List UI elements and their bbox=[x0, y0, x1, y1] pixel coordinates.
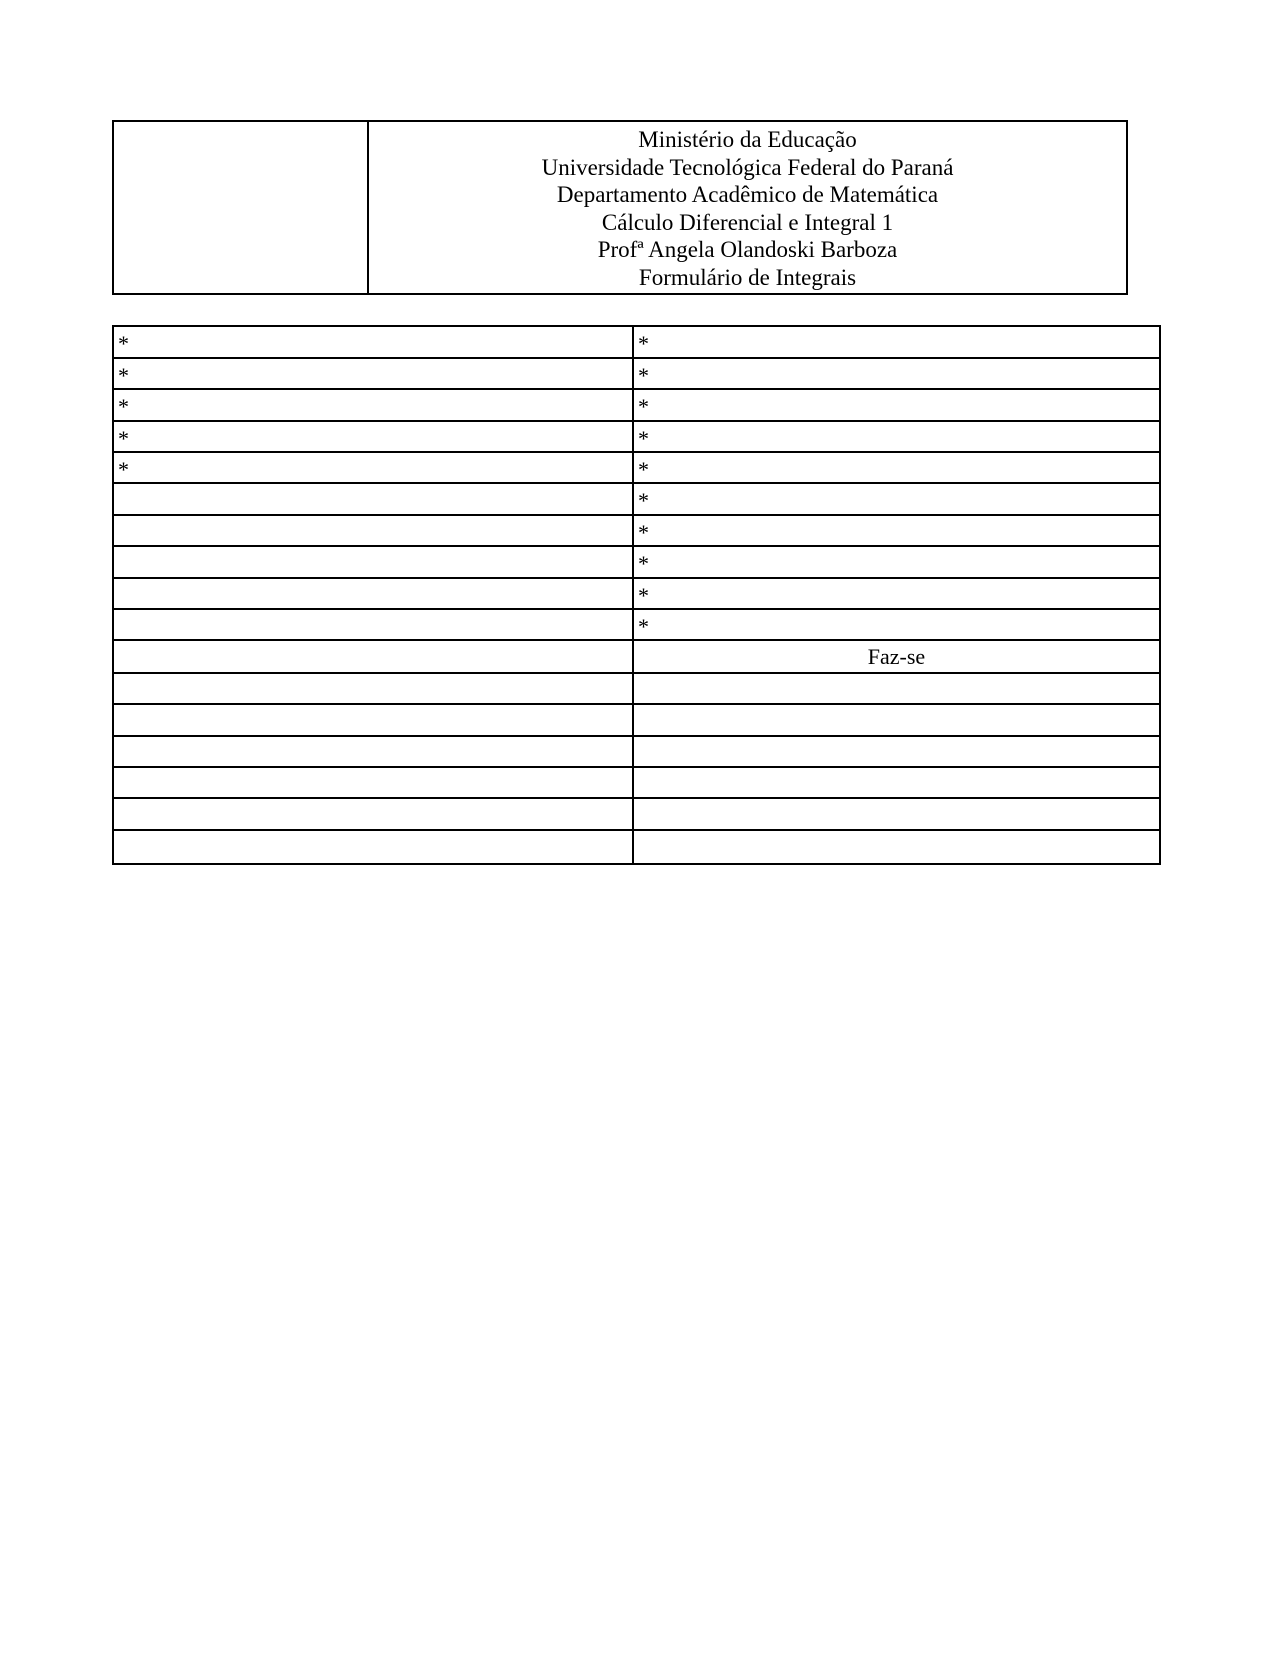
table-row bbox=[113, 452, 1160, 483]
course-line: Cálculo Diferencial e Integral 1 bbox=[601, 209, 894, 235]
formula-cell-right bbox=[633, 767, 1160, 798]
formula-cell-left bbox=[113, 736, 633, 767]
formula-cell-left bbox=[113, 421, 633, 452]
table-row bbox=[113, 640, 1160, 673]
formula-text: * bbox=[118, 331, 129, 356]
formula-cell-left bbox=[113, 358, 633, 389]
formula-cell-left bbox=[113, 515, 633, 546]
formula-text: * bbox=[638, 551, 649, 576]
ministry-line: Ministério da Educação bbox=[638, 127, 857, 152]
formula-text: * bbox=[118, 394, 129, 419]
formula-cell-right bbox=[633, 704, 1160, 736]
institution-title-block bbox=[369, 122, 1126, 293]
formula-cell-left bbox=[113, 798, 633, 830]
formula-text: * bbox=[638, 394, 649, 419]
integral-formula-table bbox=[112, 325, 1161, 865]
formula-cell-right bbox=[633, 640, 1160, 673]
formula-text: * bbox=[638, 583, 649, 608]
table-row bbox=[113, 326, 1160, 358]
table-row bbox=[113, 767, 1160, 798]
formula-cell-left bbox=[113, 389, 633, 421]
formula-cell-left bbox=[113, 546, 633, 578]
note-text: Faz-se bbox=[867, 643, 926, 669]
document-title: Formulário de Integrais bbox=[638, 264, 857, 290]
formula-cell-left bbox=[113, 578, 633, 609]
formula-cell-right bbox=[633, 546, 1160, 578]
formula-text: * bbox=[118, 426, 129, 451]
table-row bbox=[113, 704, 1160, 736]
formula-text: * bbox=[638, 488, 649, 513]
formula-cell-right bbox=[633, 358, 1160, 389]
formula-cell-left bbox=[113, 767, 633, 798]
formula-cell-left bbox=[113, 704, 633, 736]
table-row bbox=[113, 609, 1160, 640]
formula-table-body bbox=[113, 326, 1160, 864]
formula-text: * bbox=[638, 331, 649, 356]
formula-cell-right bbox=[633, 736, 1160, 767]
formula-text: * bbox=[118, 457, 129, 482]
table-row bbox=[113, 546, 1160, 578]
table-row bbox=[113, 830, 1160, 864]
formula-cell-right bbox=[633, 673, 1160, 704]
formula-cell-right bbox=[633, 609, 1160, 640]
formula-cell-left bbox=[113, 830, 633, 864]
table-row bbox=[113, 578, 1160, 609]
formula-cell-right bbox=[633, 830, 1160, 864]
formula-cell-right bbox=[633, 515, 1160, 546]
table-row bbox=[113, 389, 1160, 421]
table-row bbox=[113, 421, 1160, 452]
formula-cell-right bbox=[633, 389, 1160, 421]
formula-text: * bbox=[118, 363, 129, 388]
table-row bbox=[113, 483, 1160, 515]
formula-cell-right bbox=[633, 326, 1160, 358]
formula-cell-left bbox=[113, 483, 633, 515]
department-line: Departamento Acadêmico de Matemática bbox=[556, 182, 939, 207]
logo-placeholder bbox=[114, 122, 369, 293]
formula-cell-left bbox=[113, 673, 633, 704]
table-row bbox=[113, 736, 1160, 767]
professor-line: Profª Angela Olandoski Barboza bbox=[597, 237, 898, 262]
table-row bbox=[113, 673, 1160, 704]
formula-cell-right bbox=[633, 452, 1160, 483]
formula-cell-right bbox=[633, 578, 1160, 609]
table-row bbox=[113, 358, 1160, 389]
formula-cell-left bbox=[113, 609, 633, 640]
formula-text: * bbox=[638, 426, 649, 451]
formula-cell-right bbox=[633, 483, 1160, 515]
table-row bbox=[113, 798, 1160, 830]
formula-cell-left bbox=[113, 452, 633, 483]
formula-cell-left bbox=[113, 326, 633, 358]
document-header bbox=[112, 120, 1128, 295]
table-row bbox=[113, 515, 1160, 546]
university-line: Universidade Tecnológica Federal do Paraná bbox=[541, 154, 954, 180]
formula-cell-right bbox=[633, 798, 1160, 830]
formula-text: * bbox=[638, 457, 649, 482]
formula-text: * bbox=[638, 520, 649, 545]
formula-text: * bbox=[638, 614, 649, 639]
formula-text: * bbox=[638, 363, 649, 388]
formula-cell-right bbox=[633, 421, 1160, 452]
formula-cell-left bbox=[113, 640, 633, 673]
